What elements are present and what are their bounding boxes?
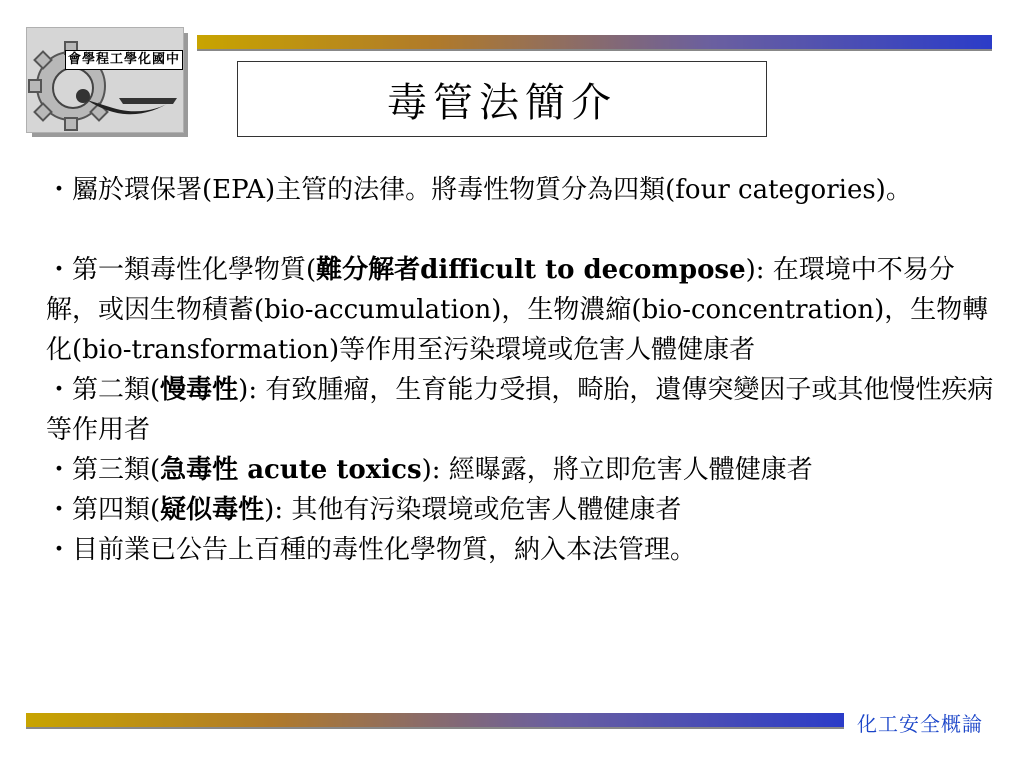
header-decoration-bar [197,35,992,49]
footer-course-title: 化工安全概論 [857,712,983,736]
text-run: ): 有致腫瘤，生育能力受損，畸胎，遺傳突變因子或其他慢性疾病等作用者 [46,375,994,445]
logo-emblem [26,27,184,133]
bold-term: 難分解者difficult to decompose [316,255,746,285]
page-title: 毒管法簡介 [387,79,617,126]
text-run: ): 在環境中不易分解，或因生物積蓄(bio-accumulation)，生物濃縮(bio-concentration)，生物轉化(bio-transformation)等作用至污染環境或危害人體健康者 [46,255,989,365]
slide-content [46,170,996,570]
text-run: ・第四類( [46,495,161,525]
bullet-paragraph [46,170,996,210]
bold-term: 疑似毒性 [160,495,265,525]
title-box [237,61,767,137]
bullet-paragraph [46,370,996,450]
text-run: ): 經曝露，將立即危害人體健康者 [421,455,813,485]
bullet-paragraph [46,450,996,490]
bullet-paragraph [46,250,996,370]
text-run: ・屬於環保署(EPA)主管的法律。將毒性物質分為四類(four categories)。 [46,175,912,205]
text-run: ・第一類毒性化學物質( [46,255,317,285]
text-run: ・第二類( [46,375,161,405]
paragraph-spacer [46,210,996,250]
bullet-paragraph [46,530,996,570]
text-run: ・第三類( [46,455,161,485]
bold-term: 慢毒性 [160,375,239,405]
bold-term: 急毒性 acute toxics [160,455,422,485]
text-run: ・目前業已公告上百種的毒性化學物質，納入本法管理。 [46,535,697,565]
bullet-paragraph [46,490,996,530]
text-run: ): 其他有污染環境或危害人體健康者 [264,495,682,525]
logo-text: 會學程工學化國中 [65,50,183,70]
footer-decoration-bar [26,713,844,727]
logo [26,27,190,137]
gear-emblem-icon [27,28,183,132]
